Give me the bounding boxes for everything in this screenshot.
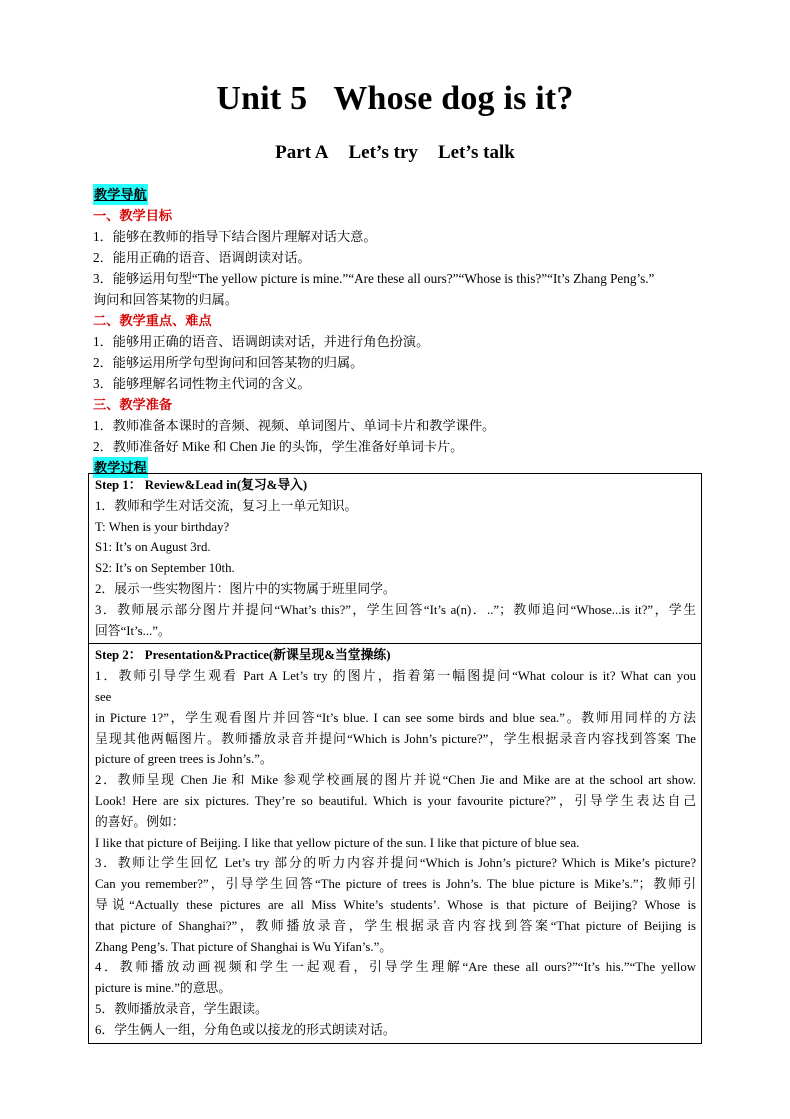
preparation-heading: 三、教学准备	[93, 397, 173, 412]
page-subtitle	[0, 142, 790, 164]
step-2-line: 3．教师让学生回忆 Let’s try 部分的听力内容并提问“Which is John’s picture? Which is Mike’s picture?	[95, 856, 696, 871]
step-2-cell	[89, 644, 702, 1043]
step-2-line: 2．教师呈现 Chen Jie 和 Mike 参观学校画展的图片并说“Chen Jie and Mike are at the school art show.	[95, 773, 696, 788]
objective-item: 2．能用正确的语音、语调朗读对话。	[93, 250, 311, 265]
preparation-item: 1．教师准备本课时的音频、视频、单词图片、单词卡片和教学课件。	[93, 418, 496, 433]
step-2-line: 4．教师播放动画视频和学生一起观看，引导学生理解“Are these all ours?”“It’s his.”“The yellow	[95, 960, 696, 975]
step-2-line: picture of green trees is John’s.”。	[95, 752, 273, 767]
step-2-line: that picture of Shanghai?”，教师播放录音，学生根据录音内容找到答案“That picture of Beijing is	[95, 918, 696, 933]
teaching-nav-label: 教学导航	[93, 184, 148, 205]
step-2-line: see	[95, 689, 112, 704]
step-2-line: 5．教师播放录音，学生跟读。	[95, 1001, 268, 1016]
step-1-line: 1．教师和学生对话交流，复习上一单元知识。	[95, 498, 358, 513]
objective-item: 询问和回答某物的归属。	[93, 292, 239, 307]
step-1-line: 2．展示一些实物图片：图片中的实物属于班里同学。	[95, 581, 396, 596]
step-1-heading: Step 1： Review&Lead in(复习&导入)	[95, 478, 308, 492]
step-2-line: Zhang Peng’s. That picture of Shanghai is Wu Yifan’s.”。	[95, 939, 393, 954]
step-2-line: 1．教师引导学生观看 Part A Let’s try 的图片，指着第一幅图提问“What colour is it? What can you	[95, 669, 696, 684]
teaching-process-table	[88, 473, 702, 1044]
objective-item: 3．能够运用句型“The yellow picture is mine.”“Are these all ours?”“Whose is this?”“It’s Zhang Peng’s.”	[93, 271, 655, 286]
step-2-line: 呈现其他两幅图片。教师播放录音并提问“Which is John’s picture?”，学生根据录音内容找到答案 The	[95, 731, 696, 746]
step-1-line: 3．教师展示部分图片并提问“What’s this?”，学生回答“It’s a(n)．..”；教师追问“Whose...is it?”，学生	[95, 602, 696, 617]
step-1-cell	[89, 474, 702, 644]
lesson-overview	[93, 184, 699, 478]
step-2-line: 导说“Actually these pictures are all Miss White’s students’. Whose is that picture of Beijing? Whose is	[95, 897, 696, 912]
step-2-line: 的喜好。例如：	[95, 814, 185, 829]
objective-item: 1．能够在教师的指导下结合图片理解对话大意。	[93, 229, 377, 244]
step-2-line: I like that picture of Beijing. I like that yellow picture of the sun. I like that picture of blue sea.	[95, 835, 580, 850]
step-2-line: in Picture 1?”，学生观看图片并回答“It’s blue. I can see some birds and blue sea.”。教师用同样的方法	[95, 710, 696, 725]
step-1-line: T: When is your birthday?	[95, 519, 230, 534]
step-2-line: Can you remember?”，引导学生回答“The picture of trees is John’s. The blue picture is Mike’s.”；教师引	[95, 877, 696, 892]
subtitle-part: Part A	[275, 142, 329, 163]
step-2-line: 6．学生俩人一组，分角色或以接龙的形式朗读对话。	[95, 1022, 396, 1037]
key-points-heading: 二、教学重点、难点	[93, 313, 212, 328]
step-2-heading: Step 2： Presentation&Practice(新课呈现&当堂操练)	[95, 648, 391, 663]
step-2-line: Look! Here are six pictures. They’re so beautiful. Which is your favourite picture?”，引导学生表达自己	[95, 793, 696, 808]
subtitle-item-2: Let’s talk	[437, 142, 515, 163]
page-title	[0, 80, 790, 118]
teaching-process-label: 教学过程	[93, 457, 148, 478]
preparation-item: 2．教师准备好 Mike 和 Chen Jie 的头饰，学生准备好单词卡片。	[93, 439, 464, 454]
key-point-item: 2．能够运用所学句型询问和回答某物的归属。	[93, 355, 364, 370]
subtitle-item-1: Let’s try	[348, 142, 418, 163]
objectives-heading: 一、教学目标	[93, 208, 173, 223]
key-point-item: 3．能够理解名词性物主代词的含义。	[93, 376, 311, 391]
table-row	[89, 644, 702, 1043]
unit-label: Unit 5	[216, 80, 308, 117]
table-row	[89, 474, 702, 644]
step-1-line: S1: It’s on August 3rd.	[95, 540, 211, 555]
step-2-line: picture is mine.”的意思。	[95, 981, 232, 996]
key-point-item: 1．能够用正确的语音、语调朗读对话，并进行角色扮演。	[93, 334, 430, 349]
step-1-line: 回答“It’s...”。	[95, 623, 171, 638]
step-1-line: S2: It’s on September 10th.	[95, 561, 235, 576]
unit-topic: Whose dog is it?	[333, 80, 574, 117]
